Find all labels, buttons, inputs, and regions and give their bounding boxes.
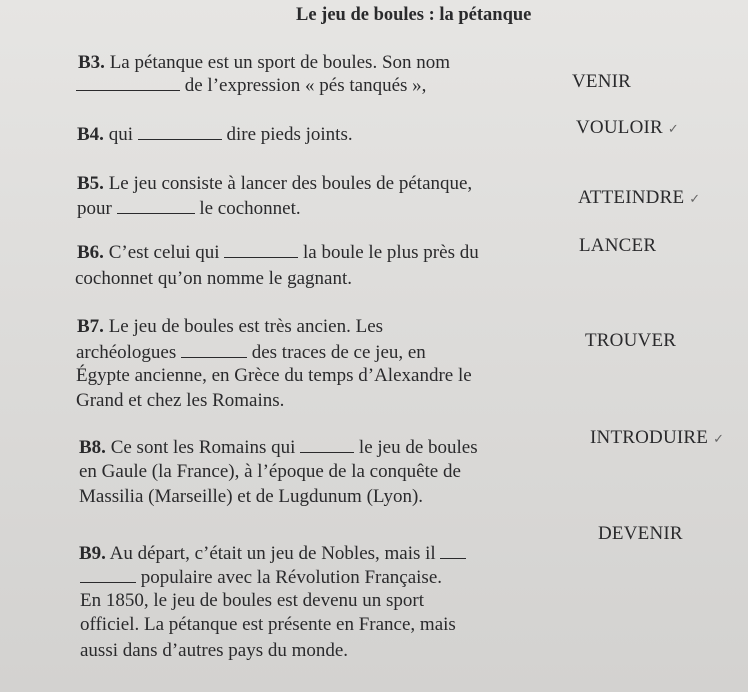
verb-devenir: DEVENIR <box>598 523 683 544</box>
question-b7-line1: B7. Le jeu de boules est très ancien. Les <box>77 316 384 337</box>
question-b5-line2: pour le cochonnet. <box>77 198 301 219</box>
check-mark-icon: ✓ <box>689 191 701 206</box>
question-b3-line1: B3. La pétanque est un sport de boules. Son nom <box>78 52 451 73</box>
check-mark-icon: ✓ <box>667 121 679 136</box>
answer-blank-b5[interactable] <box>117 198 195 214</box>
answer-blank-b7[interactable] <box>181 342 247 358</box>
question-b4: B4. qui dire pieds joints. <box>77 124 353 145</box>
question-b6-number: B6. <box>77 242 104 263</box>
question-b6-line1: B6. C’est celui qui la boule le plus près du <box>77 242 479 263</box>
question-b5-line1: B5. Le jeu consiste à lancer des boules de pétanque, <box>77 173 473 194</box>
question-b9-number: B9. <box>79 543 106 564</box>
question-b8-line2: en Gaule (la France), à l’époque de la conquête de <box>79 461 461 482</box>
question-b8-line1: B8. Ce sont les Romains qui le jeu de boules <box>79 437 478 458</box>
answer-blank-b6[interactable] <box>224 242 298 258</box>
question-b9-line2: populaire avec la Révolution Française. <box>80 567 442 589</box>
answer-blank-b8[interactable] <box>300 437 354 453</box>
question-b9-line3: En 1850, le jeu de boules est devenu un sport <box>80 590 425 611</box>
question-b7-line3: Égypte ancienne, en Grèce du temps d’Alexandre le <box>76 365 472 386</box>
question-b7-line4: Grand et chez les Romains. <box>76 390 285 411</box>
question-b9-line4: officiel. La pétanque est présente en France, mais <box>80 614 456 635</box>
question-b9-line5: aussi dans d’autres pays du monde. <box>80 640 349 661</box>
question-b8-number: B8. <box>79 437 106 458</box>
answer-blank-b4[interactable] <box>138 124 222 140</box>
question-b4-number: B4. <box>77 124 104 145</box>
question-b3-number: B3. <box>78 52 105 73</box>
verb-trouver: TROUVER <box>585 330 677 351</box>
verb-vouloir: VOULOIR ✓ <box>576 117 679 138</box>
question-b8-line3: Massilia (Marseille) et de Lugdunum (Lyon). <box>79 486 424 507</box>
verb-atteindre: ATTEINDRE ✓ <box>578 187 701 208</box>
question-b7-number: B7. <box>77 316 104 337</box>
verb-introduire: INTRODUIRE ✓ <box>590 427 725 448</box>
question-b6-line2: cochonnet qu’on nomme le gagnant. <box>75 268 353 289</box>
check-mark-icon: ✓ <box>713 431 725 446</box>
answer-blank-b9-continued[interactable] <box>80 567 136 583</box>
question-b3-line2: de l’expression « pés tanqués », <box>76 75 426 97</box>
answer-blank-b9[interactable] <box>440 543 466 559</box>
verb-lancer: LANCER <box>579 235 657 256</box>
question-b5-number: B5. <box>77 173 104 194</box>
question-b7-line2: archéologues des traces de ce jeu, en <box>76 342 426 363</box>
answer-blank-b3[interactable] <box>76 75 180 91</box>
question-b9-line1: B9. Au départ, c’était un jeu de Nobles, mais il <box>79 543 466 565</box>
verb-venir: VENIR <box>572 71 632 92</box>
page-title: Le jeu de boules : la pétanque <box>296 5 532 25</box>
